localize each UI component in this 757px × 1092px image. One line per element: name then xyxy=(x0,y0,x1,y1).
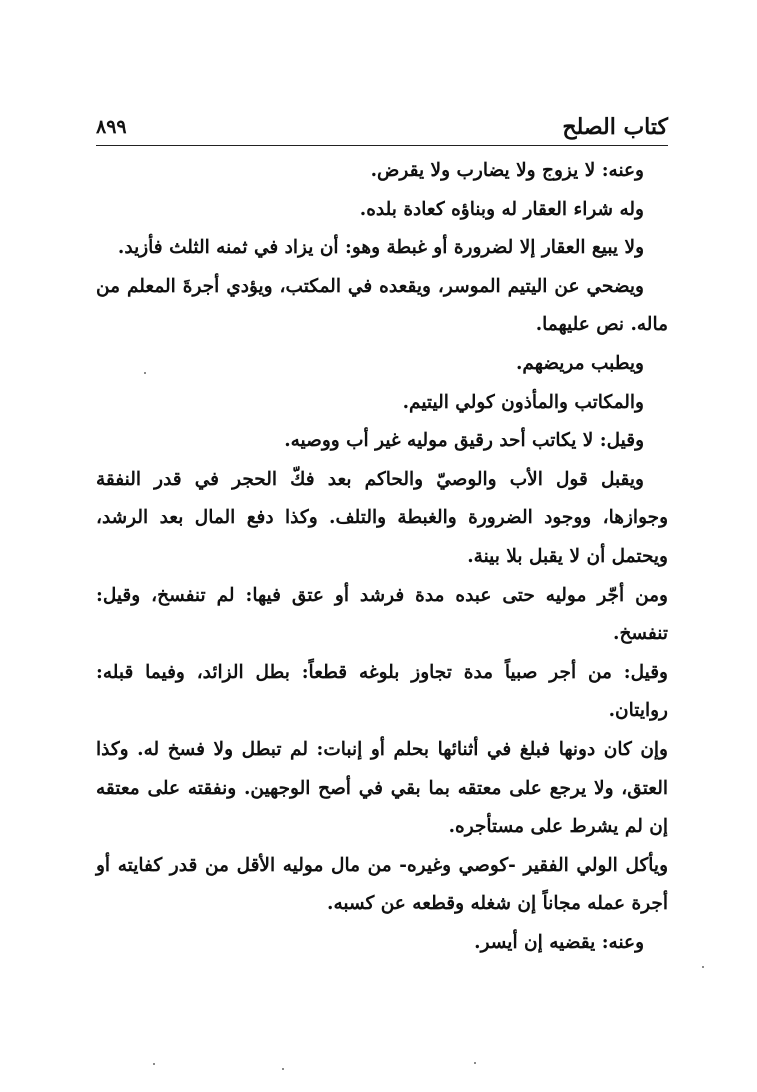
paragraph: وقيل: من أجر صبياً مدة تجاوز بلوغه قطعاً: بطل الزائد، وفيما قبله: روايتان. xyxy=(96,661,668,722)
scan-speck xyxy=(474,1062,476,1064)
body-text xyxy=(96,152,668,962)
paragraph: وعنه: يقضيه إن أيسر. xyxy=(474,931,644,953)
paragraph: وقيل: لا يكاتب أحد رقيق موليه غير أب ووصيه. xyxy=(284,430,644,452)
paragraph: وله شراء العقار له وبناؤه كعادة بلده. xyxy=(359,198,644,220)
scan-speck xyxy=(702,966,704,968)
paragraph: ويقبل قول الأب والوصيّ والحاكم بعد فكّ الحجر في قدر النفقة وجوازها، ووجود الضرورة والغبطة والتلف. وكذا دفع المال بعد الرشد، ويحتمل أن لا يقبل بلا بينة. xyxy=(96,468,668,567)
chapter-title: كتاب الصلح xyxy=(562,114,668,140)
scan-speck xyxy=(153,1063,155,1065)
paragraph: وعنه: لا يزوج ولا يضارب ولا يقرض. xyxy=(370,160,644,181)
paragraph: ويأكل الولي الفقير -كوصي وغيره- من مال موليه الأقل من قدر كفايته أو أجرة عمله مجاناً إن شغله وقطعه عن كسبه. xyxy=(96,854,668,915)
paragraph: ولا يبيع العقار إلا لضرورة أو غبطة وهو: أن يزاد في ثمنه الثلث فأزيد. xyxy=(117,237,644,259)
paragraph: ويضحي عن اليتيم الموسر، ويقعده في المكتب، ويؤدي أجرةَ المعلم من ماله. نص عليهما. xyxy=(96,275,668,336)
paragraph: والمكاتب والمأذون كولي اليتيم. xyxy=(402,391,644,413)
running-header xyxy=(96,112,668,146)
paragraph: وإن كان دونها فبلغ في أثنائها بحلم أو إنبات: لم تبطل ولا فسخ له. وكذا العتق، ولا يرجع على معتقه بما بقي في أصح الوجهين. ونفقته على معتقه إن لم يشرط على مستأجره. xyxy=(96,738,668,838)
paragraph: ويطبب مريضهم. xyxy=(515,352,644,374)
header-rule xyxy=(96,145,668,146)
scan-speck xyxy=(144,372,146,374)
scan-speck xyxy=(282,1068,284,1070)
paragraph: ومن أجّر موليه حتى عبده مدة فرشد أو عتق فيها: لم تنفسخ، وقيل: تنفسخ. xyxy=(96,584,668,645)
page-number: ٨٩٩ xyxy=(96,116,127,138)
